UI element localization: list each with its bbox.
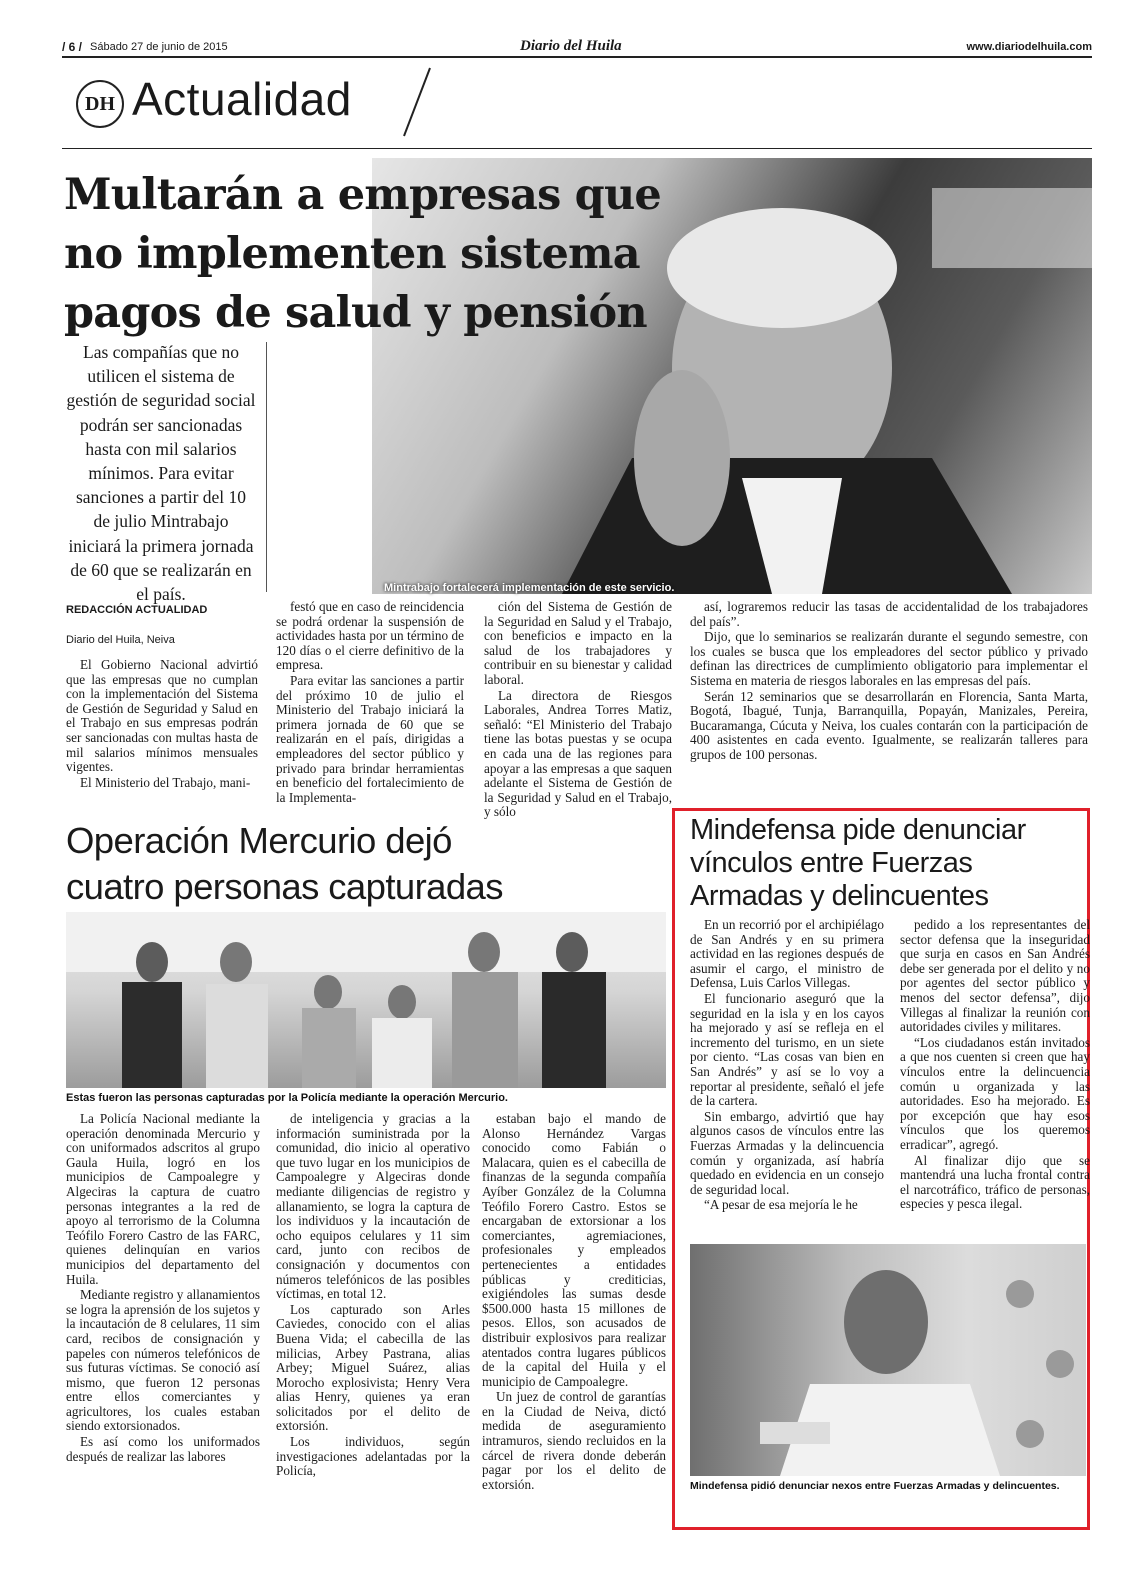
paragraph: La directora de Riesgos Laborales, Andrea Torres Matiz, señaló: “El Ministerio del Trabajo tiene las botas puestas y se ocupa en cada una de las regiones para apoyar a las empresas a que saquen adelante el Sistema de Gestión de la Seguridad y Salud en el Trabajo, y sólo — [484, 687, 672, 820]
lede-rule — [266, 342, 267, 592]
section-rule — [62, 148, 1092, 149]
paragraph: “Los ciudadanos están invitados a que nos cuenten si creen que hay vínculos entre la delincuencia común u organizada y las autoridades. Eso ha mejorado. Es por excepción que hay esos vínculos que los queremos erradicar”, agregó. — [900, 1034, 1090, 1152]
article1-headline-line2: no implementen sistema — [64, 229, 640, 279]
mindefensa-photo-caption: Mindefensa pidió denunciar nexos entre Fuerzas Armadas y delincuentes. — [690, 1480, 1060, 1492]
paragraph: pedido a los representantes del sector defensa que la inseguridad que surja en casos en San Andrés debe ser generada por el delito y no por agentes del sector público y menos del sector defensa”, dijo Villegas al finalizar la reunión con autoridades civiles y militares. — [900, 917, 1090, 1035]
masthead — [62, 38, 1092, 58]
article3-headline-line1: Mindefensa pide denunciar — [690, 814, 1026, 846]
article2-col3 — [482, 1112, 666, 1492]
article3-headline — [690, 814, 1086, 913]
paragraph: festó que en caso de reincidencia se podrá ordenar la suspensión de actividades hasta por un término de 120 días o el cierre definitivo de la empresa. — [276, 599, 464, 673]
paragraph: El funcionario aseguró que la seguridad en la isla y en los cayos ha mejorado y así se refleja en el incremento del turismo, en un siete por ciento. “Las cosas van bien en San Andrés” y así se lo voy a reportar al presidente, señaló el jefe de la cartera. — [690, 990, 884, 1109]
paragraph: Dijo, que lo seminarios se realizarán durante el segundo semestre, con los cuales se busca que los empleadores del sector público y privado definan las directrices de cumplimiento obligatorio para implementar el Sistema en materia de riesgos laborales en las empresas del país. — [690, 629, 1088, 688]
captured-photo-caption: Estas fueron las personas capturadas por la Policía mediante la operación Mercurio. — [66, 1092, 508, 1104]
article1-col2 — [276, 600, 464, 805]
paragraph: Es así como los uniformados después de realizar las labores — [66, 1434, 260, 1464]
paragraph: Sin embargo, advirtió que hay algunos casos de vínculos entre las Fuerzas Armadas y la delincuencia común y organizada, así habría quedado en evidencia en un consejo de seguridad local. — [690, 1108, 884, 1197]
article1-lede: Las compañías que no utilicen el sistema de gestión de seguridad social podrán ser sancionadas hasta con mil salarios mínimos. Para evitar sanciones a partir del 10 de julio Mintrabajo iniciará la primera jornada de 60 que se realizarán en el país. — [66, 342, 256, 605]
website-url: www.diariodelhuila.com — [966, 41, 1092, 53]
mindefensa-figure — [690, 1244, 1086, 1476]
paragraph: El Ministerio del Trabajo, mani- — [80, 774, 251, 790]
paragraph: Para evitar las sanciones a partir del próximo 10 de julio el Ministerio del Trabajo iniciará la primera jornada de 60 que se realizarán en el país, dirigidas a empleadores del sector público y privado para brindar herramientas en beneficio del fortalecimiento de la Implementa- — [276, 672, 464, 805]
article3-col2 — [900, 918, 1090, 1212]
article3-headline-line3: Armadas y delincuentes — [690, 880, 989, 912]
masthead-rule — [62, 56, 1092, 58]
article1-byline: REDACCIÓN ACTUALIDAD — [66, 604, 208, 616]
article2-headline-line1: Operación Mercurio dejó — [66, 820, 452, 861]
article3-headline-line2: vínculos entre Fuerzas — [690, 847, 973, 879]
issue-date: Sábado 27 de junio de 2015 — [90, 41, 228, 53]
paragraph: En un recorrió por el archipiélago de San Andrés y en su primera actividad en las regiones después de asumir el cargo, el ministro de Defensa, Luis Carlos Villegas. — [690, 917, 884, 991]
article1-headline-line3: pagos de salud y pensión — [64, 288, 647, 338]
paragraph: El Gobierno Nacional advirtió que las empresas que no cumplan con la implementación del Sistema de Gestión de Seguridad y Salud en el Trabajo en sus empresas podrán ser sancionadas con multas hasta de mil salarios mínimos mensuales vigentes. — [66, 657, 258, 775]
paragraph: Mediante registro y allanamientos se logra la aprensión de los sujetos y la incautación de 8 celulares, 11 sim card, recibos de consignación y papeles con números telefónicos de sus futuras víctimas. Se conoció así mismo, que fueron 12 personas entre ellos comerciantes y agricultores, los cuales estaban siendo extorsionados. — [66, 1287, 260, 1434]
section-logo — [76, 80, 124, 128]
paragraph: de inteligencia y gracias a la información suministrada por la comunidad, dio inicio al operativo que tuvo lugar en los municipios de Campoalegre y Algeciras donde mediante diligencias de registro y allanamiento, se logra la captura de los individuos y la incautación de ocho equipos celulares y 11 sim card, junto con recibos de consignación y documentos con números telefónicos de las posibles víctimas, en total 12. — [276, 1111, 470, 1302]
paragraph: así, lograremos reducir las tasas de accidentalidad de los trabajadores del país”. — [690, 599, 1088, 629]
newspaper-name: Diario del Huila — [520, 38, 622, 54]
paragraph: La Policía Nacional mediante la operación denominada Mercurio y con uniformados adscritos al grupo Gaula Huila, logró en los municipios de Campoalegre y Algeciras la captura de cuatro personas integrantes a la red de apoyo al terrorismo de la Columna Teófilo Forero Castro de las FARC, quienes delinquían en varios municipios del departamento del Huila. — [66, 1111, 260, 1287]
paragraph: estaban bajo el mando de Alonso Hernández Vargas conocido como Fabián o Malacara, quien es el cabecilla de finanzas de la segunda compañía Ayíber González de la Columna Teófilo Forero Castro. Estos se encargaban de extorsionar a los comerciantes, agremiaciones, profesionales y empleados pertenecientes a entidades públicas y crediticias, exigiéndoles las sumas desde $500.000 hasta 15 millones de pesos. Ellos, son acusados de distribuir explosivos para realizar atentados contra lugares públicos de la capital del Huila y el municipio de Campoalegre. — [482, 1111, 666, 1389]
paragraph: Serán 12 seminarios que se desarrollarán en Florencia, Santa Marta, Bogotá, Ibagué, Tunja, Barranquilla, Popayán, Manizales, Pereira, Bucaramanga, Cúcuta y Neiva, los cuales contarán con la participación de 400 asistentes en cada evento. Igualmente, se realizarán talleres para grupos de 100 personas. — [690, 688, 1088, 762]
captured-persons-figures — [66, 912, 666, 1088]
article2-col1 — [66, 1112, 260, 1464]
page-number: / 6 / — [62, 40, 83, 54]
section-title: Actualidad — [132, 73, 352, 125]
paragraph: Al finalizar dijo que se mantendrá una lucha frontal contra el narcotráfico, tráfico de personas, especies y pesca ilegal. — [900, 1152, 1090, 1212]
article1-headline-line1: Multarán a empresas que — [64, 170, 661, 220]
paragraph: Los capturado son Arles Caviedes, conocido con el alias Buena Vida; el cabecilla de las milicias, Arbey Pastrana, alias Arbey; Miguel Suárez, alias Morocho explosivista; Henry Vera alias Henry, quienes ya eran solicitados por el delito de extorsión. — [276, 1301, 470, 1434]
paragraph: “A pesar de esa mejoría le he — [704, 1197, 858, 1213]
article1-col1 — [66, 658, 258, 790]
article1-col4 — [690, 600, 1088, 763]
article2-col2 — [276, 1112, 470, 1479]
minister-photo-caption: Mintrabajo fortalecerá implementación de este servicio. — [384, 582, 675, 594]
paragraph: Los individuos, según investigaciones adelantadas por la Policía, — [276, 1434, 470, 1479]
article1-col3 — [484, 600, 672, 820]
captured-persons-photo — [66, 912, 666, 1088]
mindefensa-photo — [690, 1244, 1086, 1476]
article3-col1 — [690, 918, 884, 1213]
article2-headline — [66, 818, 666, 910]
article2-headline-line2: cuatro personas capturadas — [66, 866, 503, 907]
section-slash — [398, 64, 438, 140]
article1-headline — [64, 166, 684, 343]
section-logo-text: DH — [85, 92, 115, 115]
paragraph: ción del Sistema de Gestión de la Seguridad en Salud y el Trabajo, con beneficios e impacto en la salud de los trabajadores y contribuir en su bienestar y calidad laboral. — [484, 599, 672, 687]
article1-dateline: Diario del Huila, Neiva — [66, 634, 175, 646]
paragraph: Un juez de control de garantías en la Ciudad de Neiva, dictó medida de aseguramiento intramuros, siendo recluidos en la cárcel de rivera donde deberán pagar por los el delito de extorsión. — [482, 1389, 666, 1492]
